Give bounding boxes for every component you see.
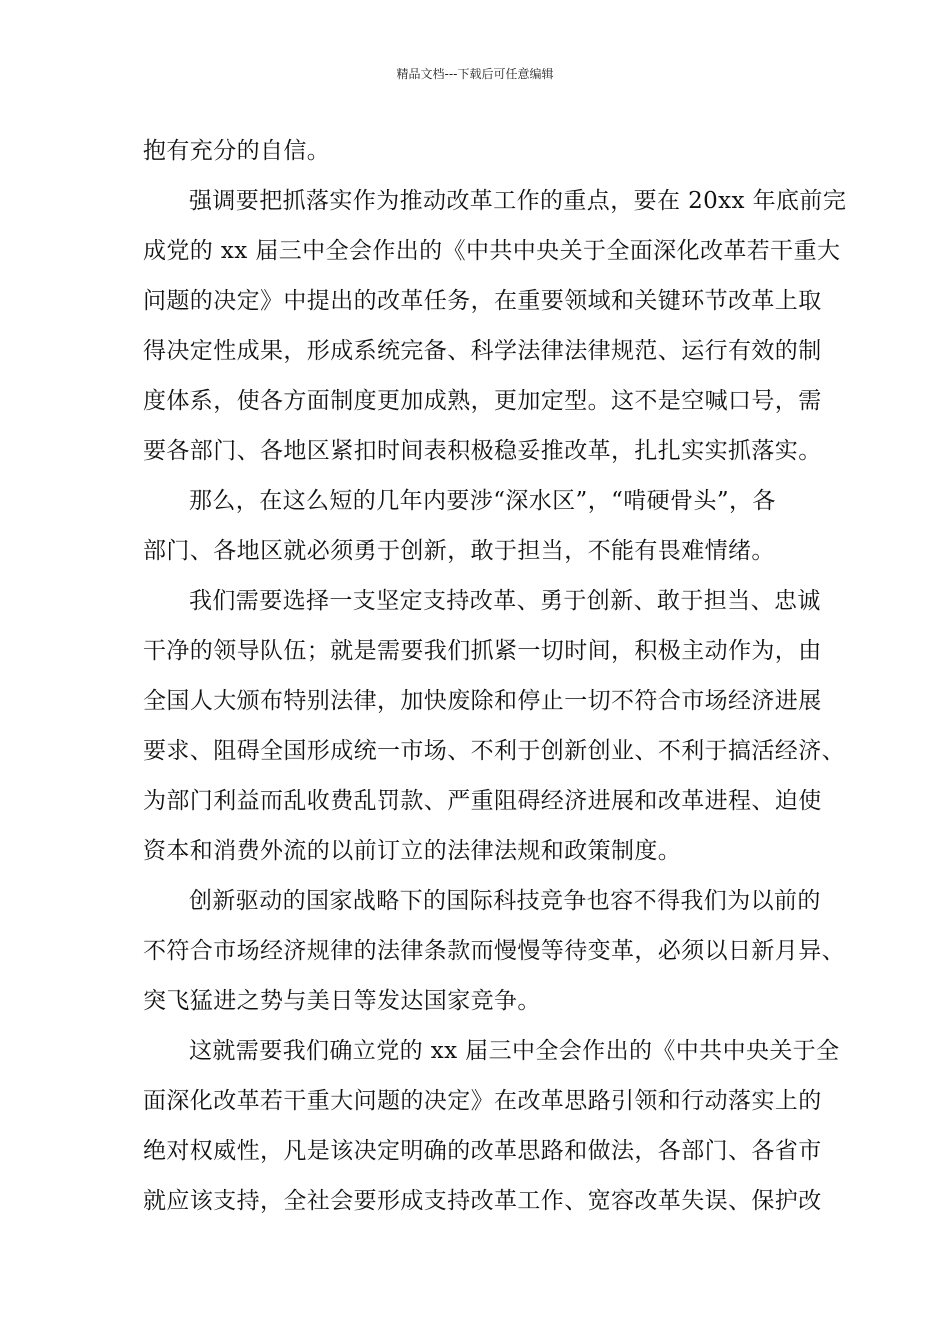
- text-line: 度体系，使各方面制度更加成熟，更加定型。这不是空喊口号，需: [143, 388, 822, 414]
- text-line: 绝对权威性，凡是该决定明确的改革思路和做法，各部门、各省市: [143, 1138, 822, 1164]
- text-line: 问题的决定》中提出的改革任务，在重要领域和关键环节改革上取: [143, 288, 822, 314]
- text-line: 就应该支持，全社会要形成支持改革工作、宽容改革失误、保护改: [143, 1188, 822, 1214]
- text-line: 资本和消费外流的以前订立的法律法规和政策制度。: [143, 838, 682, 864]
- text-line: 抱有充分的自信。: [143, 138, 331, 164]
- text-line: 突飞猛进之势与美日等发达国家竞争。: [143, 988, 541, 1014]
- text-line: 全国人大颁布特别法律，加快废除和停止一切不符合市场经济进展: [143, 688, 822, 714]
- paragraph-first-line: 强调要把抓落实作为推动改革工作的重点，要在 20xx 年底前完: [189, 188, 847, 214]
- paragraph-first-line: 创新驱动的国家战略下的国际科技竞争也容不得我们为以前的: [189, 888, 821, 914]
- paragraph-first-line: 我们需要选择一支坚定支持改革、勇于创新、敢于担当、忠诚: [189, 588, 821, 614]
- text-line: 得决定性成果，形成系统完备、科学法律法律规范、运行有效的制: [143, 338, 822, 364]
- text-line: 部门、各地区就必须勇于创新，敢于担当，不能有畏难情绪。: [143, 538, 775, 564]
- text-line: 要求、阻碍全国形成统一市场、不利于创新创业、不利于搞活经济、: [143, 738, 845, 764]
- paragraph-first-line: 这就需要我们确立党的 xx 届三中全会作出的《中共中央关于全: [189, 1038, 840, 1064]
- paragraph-first-line: 那么，在这么短的几年内要涉“深水区”，“啃硬骨头”，各: [189, 488, 776, 514]
- text-line: 不符合市场经济规律的法律条款而慢慢等待变革，必须以日新月异、: [143, 938, 845, 964]
- page-header: 精品文档---下载后可任意编辑: [396, 67, 554, 81]
- text-line: 要各部门、各地区紧扣时间表积极稳妥推改革，扎扎实实抓落实。: [143, 438, 822, 464]
- text-line: 成党的 xx 届三中全会作出的《中共中央关于全面深化改革若干重大: [143, 238, 841, 264]
- text-line: 面深化改革若干重大问题的决定》在改革思路引领和行动落实上的: [143, 1088, 822, 1114]
- text-line: 干净的领导队伍；就是需要我们抓紧一切时间，积极主动作为，由: [143, 638, 822, 664]
- text-line: 为部门利益而乱收费乱罚款、严重阻碍经济进展和改革进程、迫使: [143, 788, 822, 814]
